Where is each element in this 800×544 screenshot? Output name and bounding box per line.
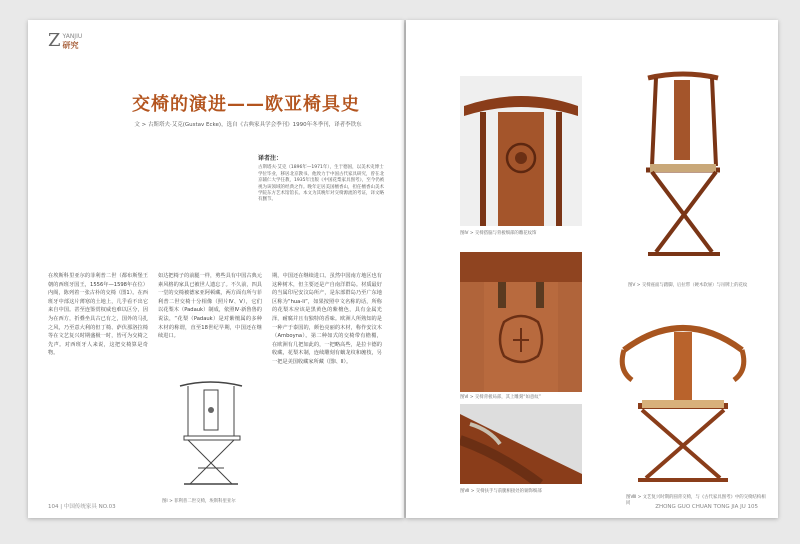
caption-photo-6: 图Ⅵ > 交椅背板局部，其上雕刻“如意纹” bbox=[460, 395, 541, 400]
caption-photo-5: 图Ⅴ > 交椅座面与踏脚，后拉带（硬木软屉）与吊牌上的花纹 bbox=[628, 283, 748, 288]
photo-arm-metal-detail bbox=[460, 404, 582, 484]
caption-photo-8: 图Ⅷ > 文艺复兴时期的圆背交椅，与《古代家具图考》中的交椅结构相同 bbox=[626, 495, 766, 506]
right-folio: ZHONG GUO CHUAN TONG JIA JU 105 bbox=[655, 504, 758, 510]
article-title: 交椅的演进——欧亚椅具史 bbox=[132, 94, 360, 115]
chair-sketch-illustration bbox=[158, 376, 262, 494]
left-folio: 104 | 中国传统家具 NO.03 bbox=[48, 504, 116, 510]
section-logo bbox=[48, 32, 82, 50]
photo-back-splat-carving bbox=[460, 252, 582, 392]
translator-note-text: 古斯塔夫·艾克（1896年—1971年），生于德国，以美术史博士学位毕业，移居北京教书。他致力于中国古代家具研究，曾在北京辅仁大学任教，1935年出版《中国花梨家具图考》，至今仍被视为该领域的经典之作。晚年定居美国檀香山，担任檀香山美术学院东方艺术馆馆长。本文为其晚年对交椅源流的考证，译文略有删节。 bbox=[258, 165, 385, 203]
section-en: YANJIU bbox=[62, 33, 83, 40]
body-column-3: 期，中国还在继续进口。虽然中国南方地区也有这种树木，但主要还是产自南洋群岛。材质最好的当属印尼安汶岛所产，是东部群岛乃至广东地区称为“hua-li”，如果按照中文名称的话，所称的花梨木应该是黑黄色的紫檀色，具有金属光泽，耐腐并且有独特的香味。欧洲人所熟知的是一种产于泰国的，颜色亮丽的木材，称作安汶木（Amboyna）。第二种如式的交椅带有檐楣，在欧洲有几把如此的，一把略高些，是拉卡德的收藏，花梨木制，连续雕刻有螭龙纹和缠枝，另一把是美国收藏家所藏（图Ⅰ、Ⅱ）。 bbox=[272, 273, 382, 365]
section-letter: Z bbox=[48, 30, 61, 51]
caption-photo-4: 图Ⅳ > 交椅搭脑与背板细部的雕花纹饰 bbox=[460, 231, 537, 236]
body-column-1: 在埃斯科里亚尔的菲利普二世（都布斯堡王朝的西班牙国王，1556年—1598年在位）内阁，陈列着一张古朴的交椅（图1）。在西班牙中部这片薄寒的土地上，几乎看不出它来自中国。甚至连鉴赏权威也难以区分，因为在西方，折叠坐具古已有之，国外的马扎之风，乃至意大利的但丁椅、萨伏那洛拉椅等在文艺复兴时期盛极一时，皆可为交椅之先声。对西班牙人来说，这把交椅算是奇物。 bbox=[48, 273, 148, 357]
sketch-caption: 图Ⅰ > 菲利普二世交椅，埃斯科里亚尔 bbox=[162, 499, 236, 504]
translator-note bbox=[258, 156, 388, 204]
section-cn: 研究 bbox=[62, 41, 79, 50]
article-byline: 文 > 古斯塔夫·艾克(Gustav Ecke)，选自《古典家具学会季刊》1990年冬季刊，译者李铁东 bbox=[134, 122, 362, 128]
translator-note-heading: 译者注： bbox=[258, 155, 283, 162]
caption-photo-7: 图Ⅶ > 交椅扶手与前腿相接处的铜饰细部 bbox=[460, 489, 542, 494]
photo-round-back-chair bbox=[608, 310, 758, 490]
left-page bbox=[28, 20, 404, 518]
right-page bbox=[406, 20, 778, 518]
photo-folding-chair bbox=[608, 66, 758, 266]
photo-chair-crest-rail bbox=[460, 76, 582, 226]
body-column-2: 如达把椅子的前腿一样，剪些具有中国古典元素风格的家具已被世人遗忘了。不久前，四具一堂的交椅被德家亚阿顿藏，两方面有所与菲利普二世交椅十分相像（照片Ⅳ、Ⅴ），它们以花梨木（Padauk）制成，依照Ⅳ·新鲁鲁的说法，“花梨（Padauk）是对紫檀属的多种木材的称谓，直至18世纪早期，中国还在继续进口。 bbox=[158, 273, 262, 340]
